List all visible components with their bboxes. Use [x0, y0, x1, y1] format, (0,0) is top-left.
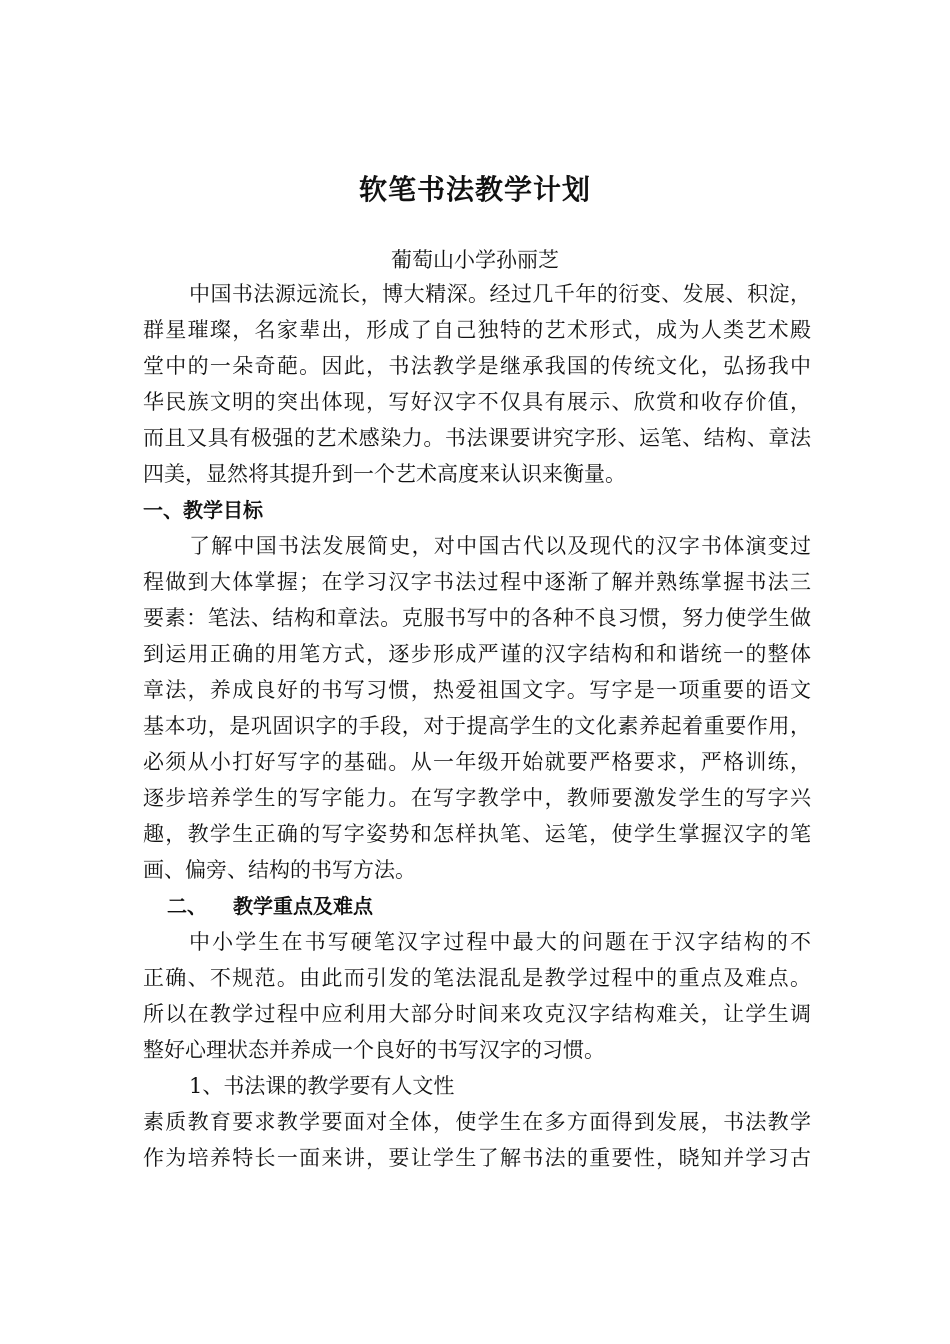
document-body	[143, 276, 811, 1176]
section-number: 二、	[167, 894, 207, 918]
intro-line: 华民族文明的突出体现，写好汉字不仅具有展示、欣赏和收存价值，	[143, 390, 811, 414]
subsection-line: 素质教育要求教学要面对全体，使学生在多方面得到发展，书法教学	[143, 1110, 811, 1134]
section2-line: 正确、不规范。由此而引发的笔法混乱是教学过程中的重点及难点。	[143, 966, 811, 990]
section2-line: 中小学生在书写硬笔汉字过程中最大的问题在于汉字结构的不	[189, 930, 811, 954]
intro-line: 群星璀璨，名家辈出，形成了自己独特的艺术形式，成为人类艺术殿	[143, 318, 811, 342]
section1-line: 章法，养成良好的书写习惯，热爱祖国文字。写字是一项重要的语文	[143, 678, 811, 702]
section1-line: 了解中国书法发展简史，对中国古代以及现代的汉字书体演变过	[189, 534, 811, 558]
intro-line: 四美，显然将其提升到一个艺术高度来认识来衡量。	[143, 462, 626, 486]
intro-line: 而且又具有极强的艺术感染力。书法课要讲究字形、运笔、结构、章法	[143, 426, 811, 450]
section1-line: 基本功，是巩固识字的手段，对于提高学生的文化素养起着重要作用，	[143, 714, 811, 738]
section-heading-teaching-goals: 一、教学目标	[143, 498, 263, 522]
intro-line: 中国书法源远流长，博大精深。经过几千年的衍变、发展、积淀，	[189, 282, 811, 306]
section1-line: 程做到大体掌握；在学习汉字书法过程中逐渐了解并熟练掌握书法三	[143, 570, 811, 594]
intro-line: 堂中的一朵奇葩。因此，书法教学是继承我国的传统文化，弘扬我中	[143, 354, 811, 378]
section1-line: 画、偏旁、结构的书写方法。	[143, 858, 416, 882]
section1-line: 逐步培养学生的写字能力。在写字教学中，教师要激发学生的写字兴	[143, 786, 811, 810]
document-title: 软笔书法教学计划	[358, 173, 591, 206]
section-heading-text: 教学重点及难点	[233, 894, 373, 918]
subsection-line: 作为培养特长一面来讲，要让学生了解书法的重要性，晓知并学习古	[143, 1146, 811, 1170]
section1-line: 趣，教学生正确的写字姿势和怎样执笔、运笔，使学生掌握汉字的笔	[143, 822, 811, 846]
section-heading-key-points	[143, 888, 811, 924]
document-author: 葡萄山小学孙丽芝	[391, 248, 559, 272]
section1-line: 必须从小打好写字的基础。从一年级开始就要严格要求，严格训练，	[143, 750, 811, 774]
section2-line: 所以在教学过程中应利用大部分时间来攻克汉字结构难关，让学生调	[143, 1002, 811, 1026]
section1-line: 到运用正确的用笔方式，逐步形成严谨的汉字结构和和谐统一的整体	[143, 642, 811, 666]
section1-line: 要素：笔法、结构和章法。克服书写中的各种不良习惯，努力使学生做	[143, 606, 811, 630]
subsection-heading: 1、书法课的教学要有人文性	[189, 1074, 455, 1098]
section2-line: 整好心理状态并养成一个良好的书写汉字的习惯。	[143, 1038, 605, 1062]
